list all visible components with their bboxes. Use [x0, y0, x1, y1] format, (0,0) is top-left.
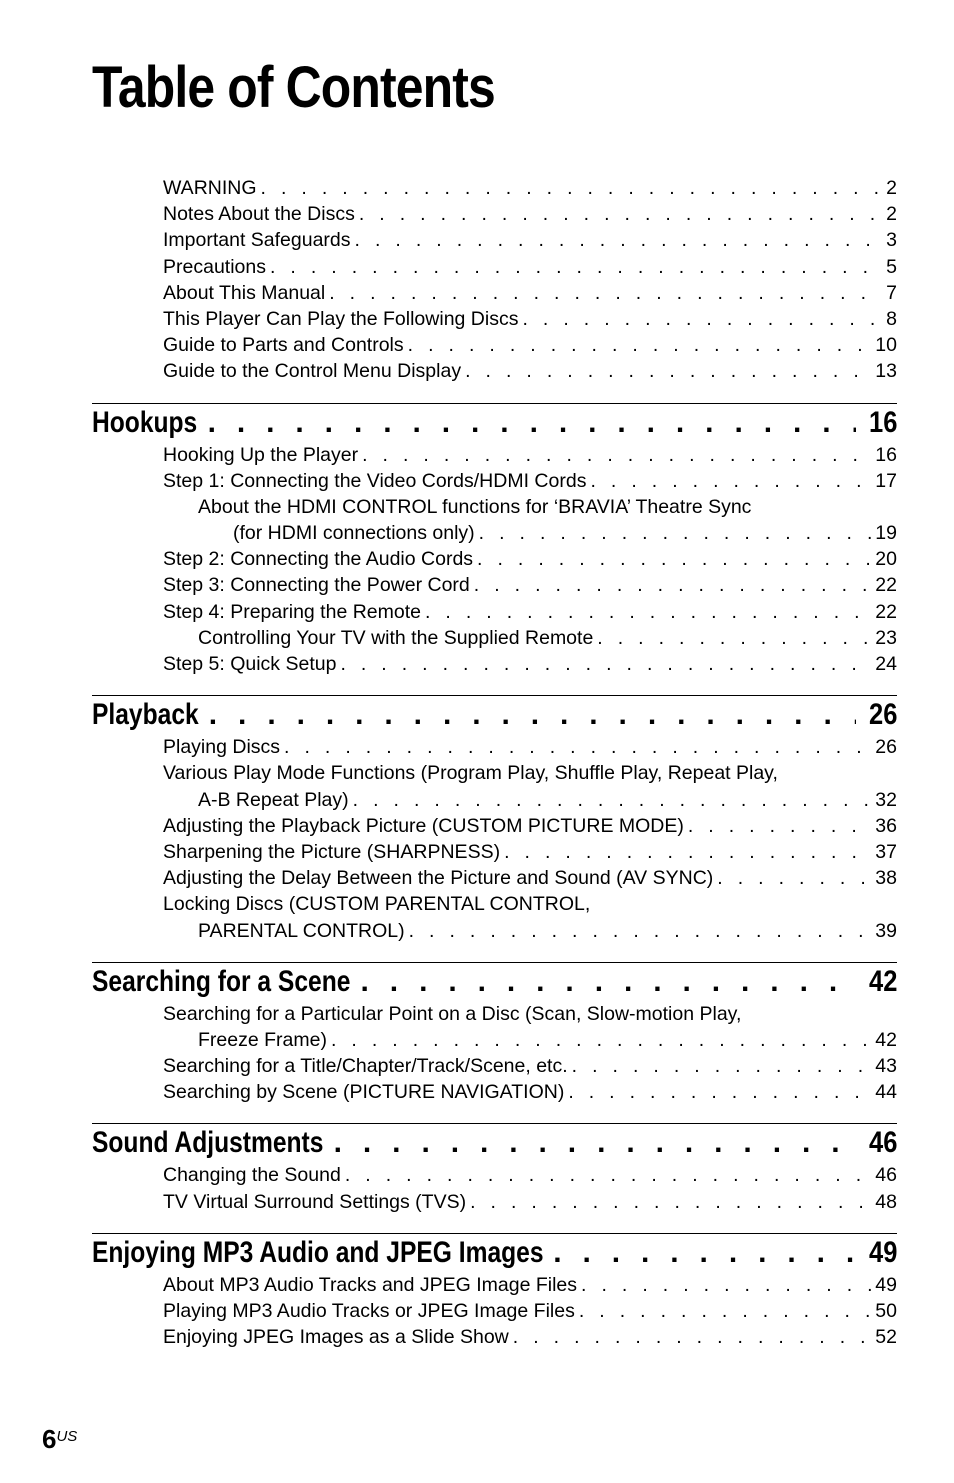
toc-entry — [92, 442, 897, 468]
toc-entry — [92, 332, 897, 358]
toc-entry-title: Step 2: Connecting the Audio Cords — [163, 548, 474, 571]
toc-entry-page: 49 — [875, 1273, 897, 1296]
toc-entry-title: Step 4: Preparing the Remote — [163, 600, 421, 623]
toc-entry-title: Adjusting the Playback Picture (CUSTOM PICTURE MODE) — [163, 814, 684, 837]
dot-leader — [593, 625, 871, 651]
toc-entry-page: 8 — [886, 307, 897, 330]
toc-entry — [92, 760, 897, 786]
toc-entry — [92, 1001, 897, 1027]
dot-leader — [564, 1079, 871, 1105]
section-heading-title: Searching for a Scene — [92, 964, 351, 998]
toc-entry — [92, 918, 897, 944]
toc-entry — [92, 1298, 897, 1324]
toc-entry-page: 16 — [875, 443, 897, 466]
section-heading-page: 49 — [868, 1235, 897, 1269]
toc-entry — [92, 891, 897, 917]
toc-entry — [92, 1053, 897, 1079]
dot-leader — [355, 201, 882, 227]
toc-entry-page: 22 — [875, 600, 897, 623]
toc-entry-title: Searching for a Title/Chapter/Track/Scene, etc. — [163, 1055, 568, 1078]
dot-leader — [404, 332, 872, 358]
toc-section — [92, 403, 897, 678]
toc-entry-title: Searching for a Particular Point on a Disc (Scan, Slow-motion Play, — [163, 1002, 742, 1025]
toc-entry-title: Step 1: Connecting the Video Cords/HDMI Cords — [163, 469, 587, 492]
toc-entry — [92, 839, 897, 865]
toc-entry-title: Controlling Your TV with the Supplied Remote — [198, 626, 594, 649]
section-heading-title: Playback — [92, 698, 199, 732]
toc-entry — [92, 865, 897, 891]
toc-entry-page: 5 — [886, 255, 897, 278]
toc-entry-title: PARENTAL CONTROL) — [198, 919, 405, 942]
toc-entry-page: 36 — [875, 814, 897, 837]
toc-entry — [92, 734, 897, 760]
toc-entry-page: 37 — [875, 840, 897, 863]
toc-entry-title: Guide to Parts and Controls — [163, 334, 404, 357]
dot-leader — [713, 865, 871, 891]
toc-entry-page: 20 — [875, 548, 897, 571]
toc-entry — [92, 813, 897, 839]
toc-entry — [92, 306, 897, 332]
toc-entry — [92, 572, 897, 598]
toc-entry — [92, 468, 897, 494]
section-heading-page: 46 — [868, 1126, 897, 1160]
toc-entry-page: 39 — [875, 919, 897, 942]
toc-entry-page: 17 — [875, 469, 897, 492]
toc-entry — [92, 201, 897, 227]
toc-entry-title: Step 3: Connecting the Power Cord — [163, 574, 470, 597]
dot-leader — [334, 1124, 856, 1162]
toc-entry-title: Locking Discs (CUSTOM PARENTAL CONTROL, — [163, 893, 591, 916]
dot-leader — [421, 599, 871, 625]
toc-entry — [92, 280, 897, 306]
toc-entry — [92, 227, 897, 253]
dot-leader — [351, 227, 883, 253]
toc-entry — [92, 651, 897, 677]
dot-leader — [336, 651, 871, 677]
dot-leader — [208, 404, 856, 442]
toc-entry — [92, 358, 897, 384]
table-of-contents — [92, 175, 897, 1350]
dot-leader — [500, 839, 871, 865]
toc-entry-title: About the HDMI CONTROL functions for ‘BRAVIA’ Theatre Sync — [198, 495, 752, 518]
page-number-suffix: US — [56, 1428, 78, 1445]
dot-leader — [209, 696, 856, 734]
toc-entry-page: 3 — [886, 229, 897, 252]
toc-entry-page: 46 — [875, 1164, 897, 1187]
toc-entry-title: Various Play Mode Functions (Program Play, Shuffle Play, Repeat Play, — [163, 762, 778, 785]
toc-entry — [92, 625, 897, 651]
dot-leader — [358, 442, 871, 468]
toc-entry-title: Playing Discs — [163, 736, 281, 759]
toc-entry-page: 24 — [875, 653, 897, 675]
toc-entry — [92, 1272, 897, 1298]
toc-entry — [92, 1189, 897, 1215]
toc-entry-title: WARNING — [163, 177, 257, 199]
dot-leader — [466, 1189, 871, 1215]
dot-leader — [325, 280, 882, 306]
toc-entry-page: 22 — [875, 574, 897, 597]
section-heading — [92, 404, 897, 442]
page-number: 6 — [42, 1424, 57, 1454]
toc-entry-title: Hooking Up the Player — [163, 443, 359, 466]
toc-entry — [92, 494, 897, 520]
section-heading-page: 26 — [868, 698, 897, 732]
toc-entry — [92, 1079, 897, 1105]
toc-entry — [92, 599, 897, 625]
dot-leader — [509, 1324, 872, 1350]
dot-leader — [586, 468, 871, 494]
toc-section — [92, 962, 897, 1106]
dot-leader — [461, 358, 871, 384]
toc-section — [92, 1123, 897, 1214]
dot-leader — [475, 520, 872, 546]
toc-entry-page: 48 — [875, 1190, 897, 1213]
toc-entry-title: Changing the Sound — [163, 1164, 341, 1187]
section-list — [92, 403, 897, 1351]
dot-leader — [684, 813, 871, 839]
toc-entry-title: (for HDMI connections only) — [233, 522, 475, 545]
toc-entry-page: 23 — [875, 626, 897, 649]
toc-entry-page: 13 — [875, 360, 897, 383]
toc-entry-page: 44 — [875, 1081, 897, 1104]
toc-entry-title: Freeze Frame) — [198, 1028, 327, 1051]
toc-entry-title: Searching by Scene (PICTURE NAVIGATION) — [163, 1081, 565, 1104]
toc-entry-title: Enjoying JPEG Images as a Slide Show — [163, 1326, 509, 1349]
dot-leader — [575, 1298, 871, 1324]
intro-list — [92, 175, 897, 385]
toc-entry-title: Step 5: Quick Setup — [163, 653, 337, 675]
toc-entry-title: Important Safeguards — [163, 229, 351, 252]
toc-entry-page: 32 — [875, 788, 897, 811]
dot-leader — [473, 546, 871, 572]
dot-leader — [405, 918, 872, 944]
dot-leader — [266, 254, 882, 280]
toc-entry — [92, 254, 897, 280]
toc-entry — [92, 1324, 897, 1350]
section-heading — [92, 1124, 897, 1162]
toc-entry-title: Guide to the Control Menu Display — [163, 360, 462, 383]
toc-entry-page: 43 — [875, 1055, 897, 1078]
page-title: Table of Contents — [92, 55, 495, 120]
section-heading — [92, 1234, 897, 1272]
section-heading-title: Hookups — [92, 405, 198, 439]
toc-entry-title: This Player Can Play the Following Discs — [163, 307, 519, 330]
toc-entry-title: TV Virtual Surround Settings (TVS) — [163, 1190, 467, 1213]
dot-leader — [327, 1027, 871, 1053]
toc-entry-page: 38 — [875, 867, 897, 890]
page-footer — [42, 1422, 77, 1456]
toc-entry — [92, 175, 897, 201]
toc-entry-title: Adjusting the Delay Between the Picture and Sound (AV SYNC) — [163, 867, 714, 890]
toc-entry-title: Notes About the Discs — [163, 203, 355, 226]
section-heading-title: Sound Adjustments — [92, 1126, 324, 1160]
toc-entry-page: 2 — [886, 177, 897, 199]
toc-entry — [92, 546, 897, 572]
toc-entry-title: Precautions — [163, 255, 266, 278]
toc-entry-page: 10 — [875, 334, 897, 357]
dot-leader — [553, 1234, 855, 1272]
toc-entry — [92, 520, 897, 546]
dot-leader — [280, 734, 871, 760]
toc-entry — [92, 1027, 897, 1053]
dot-leader — [518, 306, 882, 332]
dot-leader — [577, 1272, 871, 1298]
section-heading — [92, 696, 897, 734]
toc-section — [92, 695, 897, 944]
toc-entry-title: A-B Repeat Play) — [198, 788, 349, 811]
toc-entry-page: 50 — [875, 1300, 897, 1322]
section-heading-page: 42 — [868, 964, 897, 998]
dot-leader — [349, 787, 872, 813]
toc-entry-title: About This Manual — [163, 281, 326, 304]
toc-section — [92, 1233, 897, 1351]
dot-leader — [361, 963, 856, 1001]
toc-entry-page: 42 — [875, 1028, 897, 1051]
toc-entry-page: 19 — [875, 522, 897, 545]
dot-leader — [341, 1162, 871, 1188]
toc-entry-title: About MP3 Audio Tracks and JPEG Image Files — [163, 1273, 578, 1296]
section-heading — [92, 963, 897, 1001]
toc-entry-page: 7 — [886, 281, 897, 304]
dot-leader — [257, 175, 883, 201]
section-heading-page: 16 — [868, 405, 897, 439]
dot-leader — [470, 572, 872, 598]
toc-entry — [92, 787, 897, 813]
dot-leader — [568, 1053, 872, 1079]
toc-entry — [92, 1162, 897, 1188]
toc-entry-page: 26 — [875, 736, 897, 759]
toc-entry-page: 52 — [875, 1326, 897, 1349]
toc-entry-title: Sharpening the Picture (SHARPNESS) — [163, 840, 501, 863]
toc-entry-title: Playing MP3 Audio Tracks or JPEG Image Files — [163, 1300, 575, 1322]
section-heading-title: Enjoying MP3 Audio and JPEG Images — [92, 1235, 544, 1269]
toc-entry-page: 2 — [886, 203, 897, 226]
